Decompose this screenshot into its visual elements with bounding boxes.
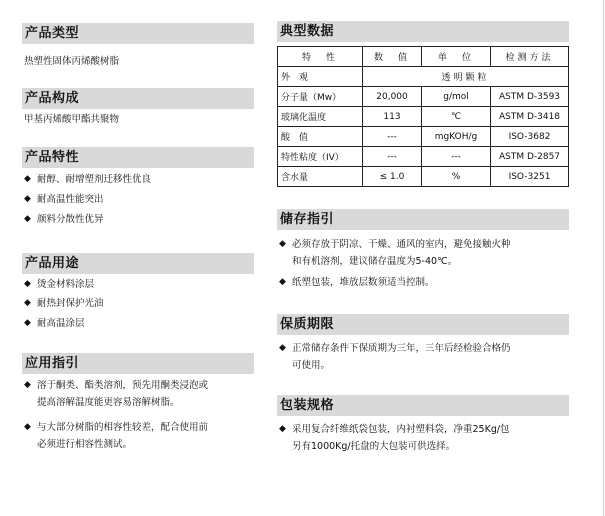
cell-method: ASTM D-3418 bbox=[491, 107, 569, 127]
diamond-bullet-icon: ◆ bbox=[24, 422, 31, 432]
section-header-product-type: 产品类型 bbox=[22, 23, 254, 44]
cell-unit: --- bbox=[422, 147, 491, 167]
storage-item: ◆ 纸塑包装，堆放层数须适当控制。 bbox=[279, 274, 435, 291]
cell-value: --- bbox=[363, 147, 422, 167]
section-header-uses: 产品用途 bbox=[22, 253, 254, 274]
cell-unit: mgKOH/g bbox=[422, 127, 491, 147]
section-header-shelf-life: 保质期限 bbox=[277, 314, 569, 335]
feature-item: ◆ 颜料分散性优异 bbox=[24, 211, 104, 228]
table-row bbox=[278, 87, 569, 107]
cell-method: ISO-3682 bbox=[491, 127, 569, 147]
cell-value: --- bbox=[363, 127, 422, 147]
use-item: ◆ 烫金材料涂层 bbox=[24, 276, 94, 293]
packing-item: ◆ 采用复合纤维纸袋包装，内衬塑料袋，净重25Kg/包 另有1000Kg/托盘的大包装可供选择。 bbox=[279, 421, 510, 455]
page-edge-divider bbox=[603, 0, 604, 516]
column-header: 数 值 bbox=[363, 47, 422, 67]
section-header-features: 产品特性 bbox=[22, 147, 254, 168]
diamond-bullet-icon: ◆ bbox=[24, 380, 31, 390]
table-row bbox=[278, 67, 569, 87]
row-label: 特性粘度（IV） bbox=[278, 147, 363, 167]
cell-value: 20,000 bbox=[363, 87, 422, 107]
product-type-text: 热塑性固体丙烯酸树脂 bbox=[24, 56, 120, 67]
appearance-value: 透明颗粒 bbox=[363, 67, 569, 87]
cell-method: ASTM D-2857 bbox=[491, 147, 569, 167]
diamond-bullet-icon: ◆ bbox=[24, 194, 31, 204]
use-item: ◆ 耐热封保护光油 bbox=[24, 295, 104, 312]
cell-method: ISO-3251 bbox=[491, 167, 569, 187]
feature-item: ◆ 耐高温性能突出 bbox=[24, 191, 104, 208]
section-header-storage: 储存指引 bbox=[277, 209, 569, 230]
section-header-composition: 产品构成 bbox=[22, 88, 254, 109]
cell-method: ASTM D-3593 bbox=[491, 87, 569, 107]
diamond-bullet-icon: ◆ bbox=[24, 279, 31, 289]
diamond-bullet-icon: ◆ bbox=[24, 298, 31, 308]
cell-unit: % bbox=[422, 167, 491, 187]
application-item: ◆ 溶于酮类、酯类溶剂，预先用酮类浸泡或 提高溶解温度能更容易溶解树脂。 bbox=[24, 377, 208, 411]
typical-data-table bbox=[277, 46, 569, 187]
table-header-row bbox=[278, 47, 569, 67]
diamond-bullet-icon: ◆ bbox=[24, 318, 31, 328]
row-label: 外 观 bbox=[278, 67, 363, 87]
column-header: 单 位 bbox=[422, 47, 491, 67]
composition-text: 甲基丙烯酸甲酯共聚物 bbox=[24, 114, 120, 125]
column-header: 特 性 bbox=[278, 47, 363, 67]
storage-item: ◆ 必须存放于阴凉、干燥、通风的室内，避免接触火种 和有机溶剂，建议储存温度为5-40℃。 bbox=[279, 236, 511, 270]
column-header: 检测方法 bbox=[491, 47, 569, 67]
diamond-bullet-icon: ◆ bbox=[24, 214, 31, 224]
use-item: ◆ 耐高温涂层 bbox=[24, 315, 85, 332]
application-item: ◆ 与大部分树脂的相容性较差，配合使用前 必须进行相容性测试。 bbox=[24, 419, 208, 453]
table-row bbox=[278, 147, 569, 167]
table-row bbox=[278, 127, 569, 147]
shelf-life-item: ◆ 正常储存条件下保质期为三年，三年后经检验合格仍 可使用。 bbox=[279, 340, 511, 374]
table-row bbox=[278, 107, 569, 127]
row-label: 分子量（Mw） bbox=[278, 87, 363, 107]
section-header-application: 应用指引 bbox=[22, 353, 254, 374]
cell-value: ≤ 1.0 bbox=[363, 167, 422, 187]
diamond-bullet-icon: ◆ bbox=[279, 277, 286, 287]
diamond-bullet-icon: ◆ bbox=[279, 239, 286, 249]
section-header-typical-data: 典型数据 bbox=[277, 21, 569, 42]
cell-unit: g/mol bbox=[422, 87, 491, 107]
section-header-packing: 包装规格 bbox=[277, 395, 569, 416]
feature-item: ◆ 耐醇、耐增塑剂迁移性优良 bbox=[24, 171, 151, 188]
table-row bbox=[278, 167, 569, 187]
diamond-bullet-icon: ◆ bbox=[279, 343, 286, 353]
cell-unit: ℃ bbox=[422, 107, 491, 127]
row-label: 玻璃化温度 bbox=[278, 107, 363, 127]
row-label: 含水量 bbox=[278, 167, 363, 187]
diamond-bullet-icon: ◆ bbox=[279, 424, 286, 434]
cell-value: 113 bbox=[363, 107, 422, 127]
diamond-bullet-icon: ◆ bbox=[24, 174, 31, 184]
row-label: 酸 值 bbox=[278, 127, 363, 147]
